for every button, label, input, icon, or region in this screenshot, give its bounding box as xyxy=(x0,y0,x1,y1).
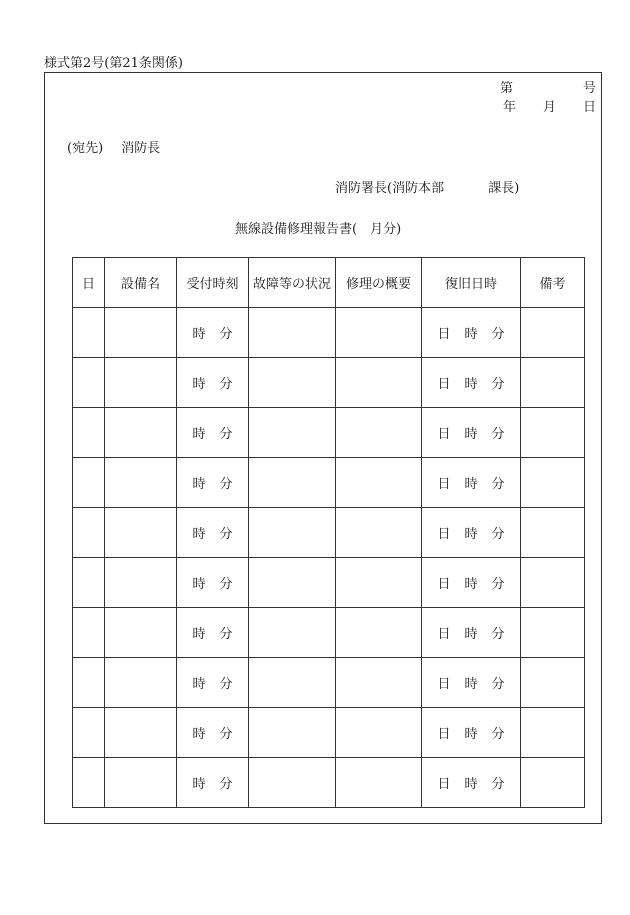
table-row xyxy=(73,758,585,808)
cell-day[interactable] xyxy=(73,708,105,758)
unit-minute: 分 xyxy=(219,327,233,342)
cell-fault-status[interactable] xyxy=(249,408,336,458)
unit-hour: 時 xyxy=(192,677,206,692)
header-equipment: 設備名 xyxy=(105,258,177,308)
cell-day[interactable] xyxy=(73,408,105,458)
cell-repair-summary[interactable] xyxy=(336,558,422,608)
unit-hour: 時 xyxy=(464,527,478,542)
cell-fault-status[interactable] xyxy=(249,658,336,708)
cell-restore-datetime[interactable] xyxy=(422,708,521,758)
cell-repair-summary[interactable] xyxy=(336,708,422,758)
unit-day: 日 xyxy=(437,527,451,542)
unit-hour: 時 xyxy=(464,727,478,742)
cell-day[interactable] xyxy=(73,658,105,708)
cell-day[interactable] xyxy=(73,458,105,508)
unit-minute: 分 xyxy=(219,427,233,442)
table-row xyxy=(73,308,585,358)
cell-remarks[interactable] xyxy=(521,308,585,358)
unit-day: 日 xyxy=(437,427,451,442)
cell-equipment[interactable] xyxy=(105,608,177,658)
unit-minute: 分 xyxy=(219,777,233,792)
unit-day: 日 xyxy=(437,777,451,792)
cell-equipment[interactable] xyxy=(105,558,177,608)
unit-hour: 時 xyxy=(464,627,478,642)
unit-hour: 時 xyxy=(464,777,478,792)
unit-hour: 時 xyxy=(464,477,478,492)
cell-restore-datetime[interactable] xyxy=(422,758,521,808)
table-row xyxy=(73,608,585,658)
doc-number-prefix: 第 xyxy=(500,81,514,96)
cell-equipment[interactable] xyxy=(105,308,177,358)
cell-remarks[interactable] xyxy=(521,508,585,558)
cell-restore-datetime[interactable] xyxy=(422,458,521,508)
header-day: 日 xyxy=(73,258,105,308)
cell-restore-datetime[interactable] xyxy=(422,658,521,708)
unit-hour: 時 xyxy=(192,577,206,592)
unit-minute: 分 xyxy=(491,677,505,692)
cell-equipment[interactable] xyxy=(105,408,177,458)
cell-remarks[interactable] xyxy=(521,458,585,508)
cell-received-time[interactable] xyxy=(177,308,249,358)
cell-day[interactable] xyxy=(73,608,105,658)
cell-restore-datetime[interactable] xyxy=(422,508,521,558)
cell-remarks[interactable] xyxy=(521,708,585,758)
unit-hour: 時 xyxy=(192,777,206,792)
cell-equipment[interactable] xyxy=(105,508,177,558)
cell-day[interactable] xyxy=(73,558,105,608)
unit-minute: 分 xyxy=(219,477,233,492)
cell-remarks[interactable] xyxy=(521,608,585,658)
cell-fault-status[interactable] xyxy=(249,758,336,808)
cell-repair-summary[interactable] xyxy=(336,358,422,408)
unit-minute: 分 xyxy=(219,527,233,542)
cell-remarks[interactable] xyxy=(521,408,585,458)
table-header-row xyxy=(73,258,585,308)
header-restore-datetime: 復旧日時 xyxy=(422,258,521,308)
cell-fault-status[interactable] xyxy=(249,708,336,758)
cell-received-time[interactable] xyxy=(177,458,249,508)
form-number: 様式第2号(第21条関係) xyxy=(44,56,183,71)
date-day-label: 日 xyxy=(583,100,597,115)
cell-received-time[interactable] xyxy=(177,408,249,458)
unit-day: 日 xyxy=(437,327,451,342)
report-form-frame xyxy=(44,72,602,824)
cell-restore-datetime[interactable] xyxy=(422,408,521,458)
unit-hour: 時 xyxy=(192,527,206,542)
cell-fault-status[interactable] xyxy=(249,558,336,608)
unit-minute: 分 xyxy=(491,577,505,592)
table-row xyxy=(73,558,585,608)
cell-restore-datetime[interactable] xyxy=(422,358,521,408)
repair-report-table xyxy=(72,257,585,808)
cell-remarks[interactable] xyxy=(521,658,585,708)
table-row xyxy=(73,508,585,558)
cell-day[interactable] xyxy=(73,508,105,558)
unit-minute: 分 xyxy=(219,627,233,642)
cell-remarks[interactable] xyxy=(521,758,585,808)
cell-repair-summary[interactable] xyxy=(336,408,422,458)
header-repair-summary: 修理の概要 xyxy=(336,258,422,308)
unit-day: 日 xyxy=(437,727,451,742)
cell-received-time[interactable] xyxy=(177,658,249,708)
unit-day: 日 xyxy=(437,477,451,492)
unit-day: 日 xyxy=(437,677,451,692)
cell-repair-summary[interactable] xyxy=(336,458,422,508)
date-year-label: 年 xyxy=(503,100,517,115)
table-row xyxy=(73,358,585,408)
date-month-label: 月 xyxy=(543,100,557,115)
cell-remarks[interactable] xyxy=(521,358,585,408)
cell-received-time[interactable] xyxy=(177,558,249,608)
header-fault-status: 故障等の状況 xyxy=(249,258,336,308)
unit-hour: 時 xyxy=(192,327,206,342)
sender-main: 消防署長(消防本部 xyxy=(335,181,445,196)
cell-restore-datetime[interactable] xyxy=(422,608,521,658)
table-row xyxy=(73,708,585,758)
unit-hour: 時 xyxy=(464,327,478,342)
unit-hour: 時 xyxy=(464,577,478,592)
cell-received-time[interactable] xyxy=(177,508,249,558)
unit-minute: 分 xyxy=(219,377,233,392)
unit-minute: 分 xyxy=(219,677,233,692)
sender xyxy=(335,177,519,196)
cell-received-time[interactable] xyxy=(177,608,249,658)
cell-fault-status[interactable] xyxy=(249,508,336,558)
cell-day[interactable] xyxy=(73,308,105,358)
cell-day[interactable] xyxy=(73,358,105,408)
sender-tail: 課長) xyxy=(488,181,520,196)
addressee-prefix: (宛先) xyxy=(67,141,104,156)
unit-minute: 分 xyxy=(219,727,233,742)
cell-equipment[interactable] xyxy=(105,358,177,408)
unit-minute: 分 xyxy=(491,377,505,392)
cell-day[interactable] xyxy=(73,758,105,808)
doc-number-suffix: 号 xyxy=(583,81,597,96)
table-row xyxy=(73,658,585,708)
table-row xyxy=(73,458,585,508)
cell-repair-summary[interactable] xyxy=(336,608,422,658)
unit-minute: 分 xyxy=(491,327,505,342)
unit-hour: 時 xyxy=(464,427,478,442)
unit-minute: 分 xyxy=(219,577,233,592)
unit-hour: 時 xyxy=(192,627,206,642)
cell-received-time[interactable] xyxy=(177,758,249,808)
addressee xyxy=(67,137,160,156)
cell-restore-datetime[interactable] xyxy=(422,308,521,358)
cell-fault-status[interactable] xyxy=(249,358,336,408)
cell-repair-summary[interactable] xyxy=(336,658,422,708)
cell-repair-summary[interactable] xyxy=(336,508,422,558)
unit-hour: 時 xyxy=(192,727,206,742)
unit-minute: 分 xyxy=(491,627,505,642)
unit-minute: 分 xyxy=(491,477,505,492)
cell-remarks[interactable] xyxy=(521,558,585,608)
unit-hour: 時 xyxy=(192,427,206,442)
cell-received-time[interactable] xyxy=(177,708,249,758)
table-row xyxy=(73,408,585,458)
cell-equipment[interactable] xyxy=(105,708,177,758)
cell-repair-summary[interactable] xyxy=(336,758,422,808)
unit-minute: 分 xyxy=(491,727,505,742)
header-remarks: 備考 xyxy=(521,258,585,308)
cell-fault-status[interactable] xyxy=(249,458,336,508)
header-received-time: 受付時刻 xyxy=(177,258,249,308)
unit-minute: 分 xyxy=(491,527,505,542)
cell-equipment[interactable] xyxy=(105,658,177,708)
cell-fault-status[interactable] xyxy=(249,308,336,358)
unit-day: 日 xyxy=(437,577,451,592)
cell-fault-status[interactable] xyxy=(249,608,336,658)
unit-hour: 時 xyxy=(464,677,478,692)
cell-equipment[interactable] xyxy=(105,458,177,508)
cell-received-time[interactable] xyxy=(177,358,249,408)
document-title: 無線設備修理報告書( 月分) xyxy=(235,222,402,237)
unit-hour: 時 xyxy=(192,477,206,492)
unit-minute: 分 xyxy=(491,427,505,442)
cell-restore-datetime[interactable] xyxy=(422,558,521,608)
unit-hour: 時 xyxy=(464,377,478,392)
addressee-name: 消防長 xyxy=(121,141,161,156)
unit-day: 日 xyxy=(437,377,451,392)
unit-day: 日 xyxy=(437,627,451,642)
cell-equipment[interactable] xyxy=(105,758,177,808)
unit-hour: 時 xyxy=(192,377,206,392)
cell-repair-summary[interactable] xyxy=(336,308,422,358)
unit-minute: 分 xyxy=(491,777,505,792)
